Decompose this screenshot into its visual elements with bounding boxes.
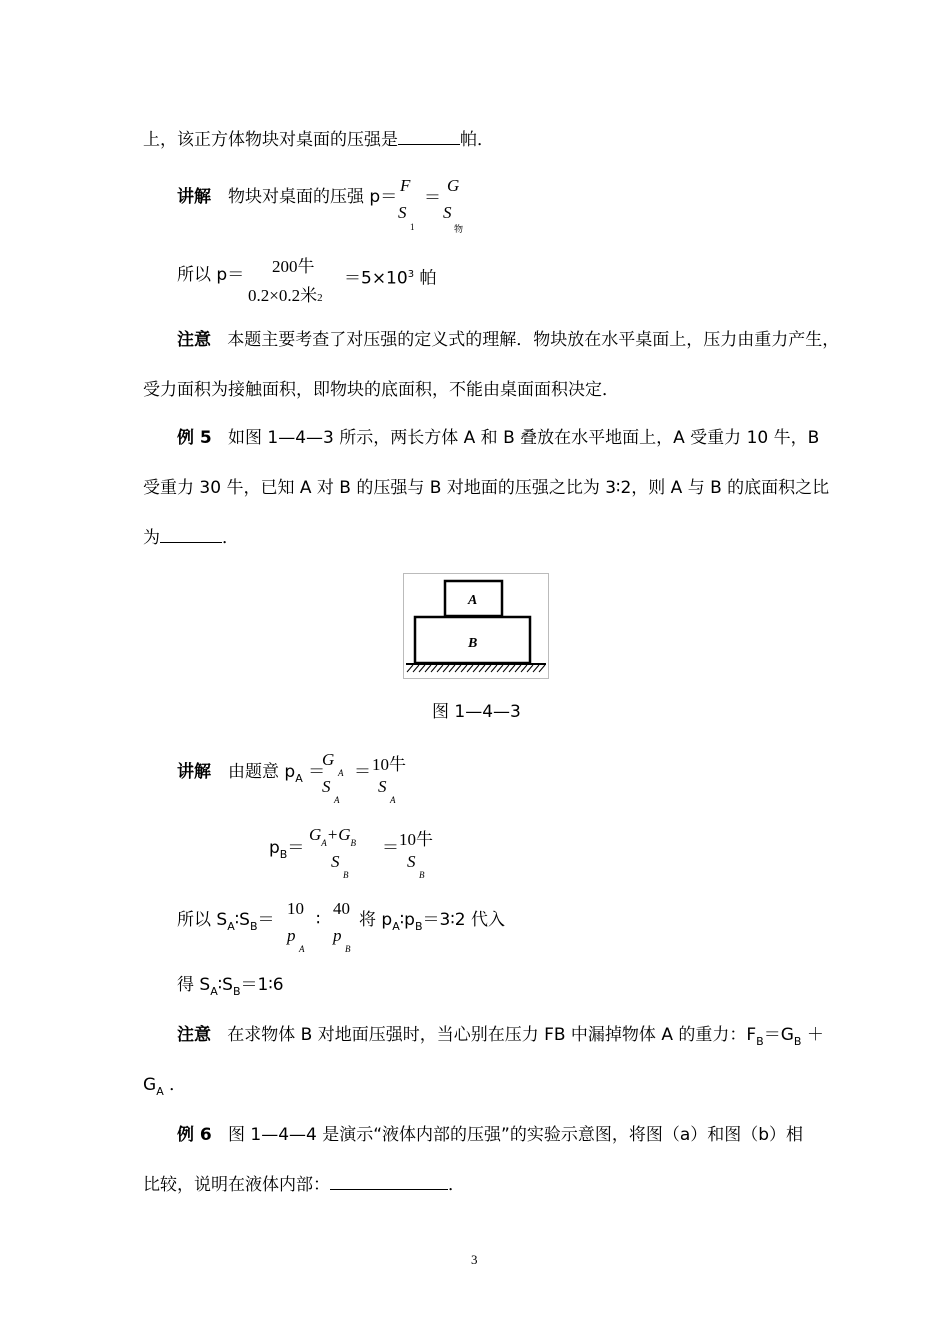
subscript: 1: [410, 222, 415, 232]
fraction-den-SA: S: [378, 777, 387, 796]
fraction-den-S: S: [398, 203, 407, 222]
page-number: 3: [471, 1252, 478, 1267]
fraction-num: 10: [287, 899, 304, 918]
solution-text: 所以 p＝: [177, 265, 245, 285]
example-line: 为 ．: [143, 528, 239, 548]
fraction-den-SB: S: [331, 852, 340, 871]
note-line: 注意 在求物体 B 对地面压强时，当心别在压力 FB 中漏掉物体 A 的重力：$F_B=G_B$ ＋: [177, 1025, 824, 1048]
figure-1-4-3: [403, 573, 549, 679]
stacked-blocks-diagram: [404, 574, 548, 678]
subscript: B: [345, 944, 351, 954]
note-line: 注意 本题主要考查了对压强的定义式的理解．物块放在水平桌面上，压力由重力产生，: [177, 330, 840, 350]
note-line: 受力面积为接触面积，即物块的底面积，不能由桌面面积决定．: [143, 380, 619, 400]
fraction-den: 0.2×0.2米2: [248, 286, 323, 305]
example-line: 例 5 如图 1—4—3 所示，两长方体 A 和 B 叠放在水平地面上，A 受重力 10 牛，B: [177, 428, 820, 448]
subscript: A: [334, 795, 340, 805]
fraction-num-F: F: [400, 176, 411, 195]
solution-text: 物块对桌面的压强 p＝: [228, 187, 398, 207]
answer-blank: [160, 528, 222, 543]
fraction-num-GAGB: $G_A+G_B$: [309, 825, 357, 848]
solution-text: 所以 $S_A∶S_B=$: [177, 910, 275, 933]
fraction-num-GA: G: [322, 750, 335, 769]
figure-caption: 图 1—4—3: [432, 702, 521, 722]
subscript: B: [343, 870, 349, 880]
subscript: A: [299, 944, 305, 954]
equals-sign: ＝: [424, 188, 441, 208]
fraction-den-SA: S: [322, 777, 331, 796]
solution-text: $p_B=$: [269, 838, 305, 861]
ground-hatching: [407, 665, 545, 672]
fraction-den-SB: S: [407, 852, 416, 871]
note-line: $G_A$ ．: [143, 1075, 187, 1098]
example-line: 受重力 30 牛，已知 A 对 B 的压强与 B 对地面的压强之比为 3∶2，则 A 与 B 的底面积之比: [143, 478, 830, 498]
fraction-den-p: p: [287, 926, 296, 945]
block-a-label: A: [468, 593, 478, 608]
solution-label: 讲解: [177, 187, 211, 207]
answer-blank: [330, 1175, 448, 1190]
solution-text: 将 $p_A∶p_B=3∶2$ 代入: [359, 910, 505, 933]
fraction-num: 10牛: [399, 830, 433, 849]
subscript: A: [390, 795, 396, 805]
solution-text: 得 $S_A∶S_B=1∶6$: [177, 975, 284, 998]
solution-label: 讲解: [177, 762, 211, 782]
subscript: A: [338, 768, 344, 778]
ratio-colon: ∶: [316, 910, 321, 930]
block-b-label: B: [468, 636, 478, 651]
equals-sign: ＝: [382, 838, 399, 858]
solution-text: 由题意 $p_A$ ＝: [228, 762, 326, 785]
subscript: B: [419, 870, 425, 880]
example-line: 例 6 图 1—4—4 是演示“液体内部的压强”的实验示意图，将图（a）和图（b）相: [177, 1125, 804, 1145]
fraction-den-p: p: [333, 926, 342, 945]
fraction-num: 10牛: [372, 755, 406, 774]
example-line: 比较，说明在液体内部： ．: [143, 1175, 465, 1195]
result: $=5\times 10^3$ 帕: [344, 268, 437, 289]
subscript: 物: [454, 225, 464, 235]
fraction-num-G: G: [447, 176, 460, 195]
fraction-num: 200牛: [272, 257, 315, 276]
answer-blank: [398, 130, 460, 145]
fraction-den-S: S: [443, 203, 452, 222]
equals-sign: ＝: [354, 762, 371, 782]
fraction-num: 40: [333, 899, 350, 918]
text-line: 上，该正方体物块对桌面的压强是 帕．: [143, 130, 494, 150]
